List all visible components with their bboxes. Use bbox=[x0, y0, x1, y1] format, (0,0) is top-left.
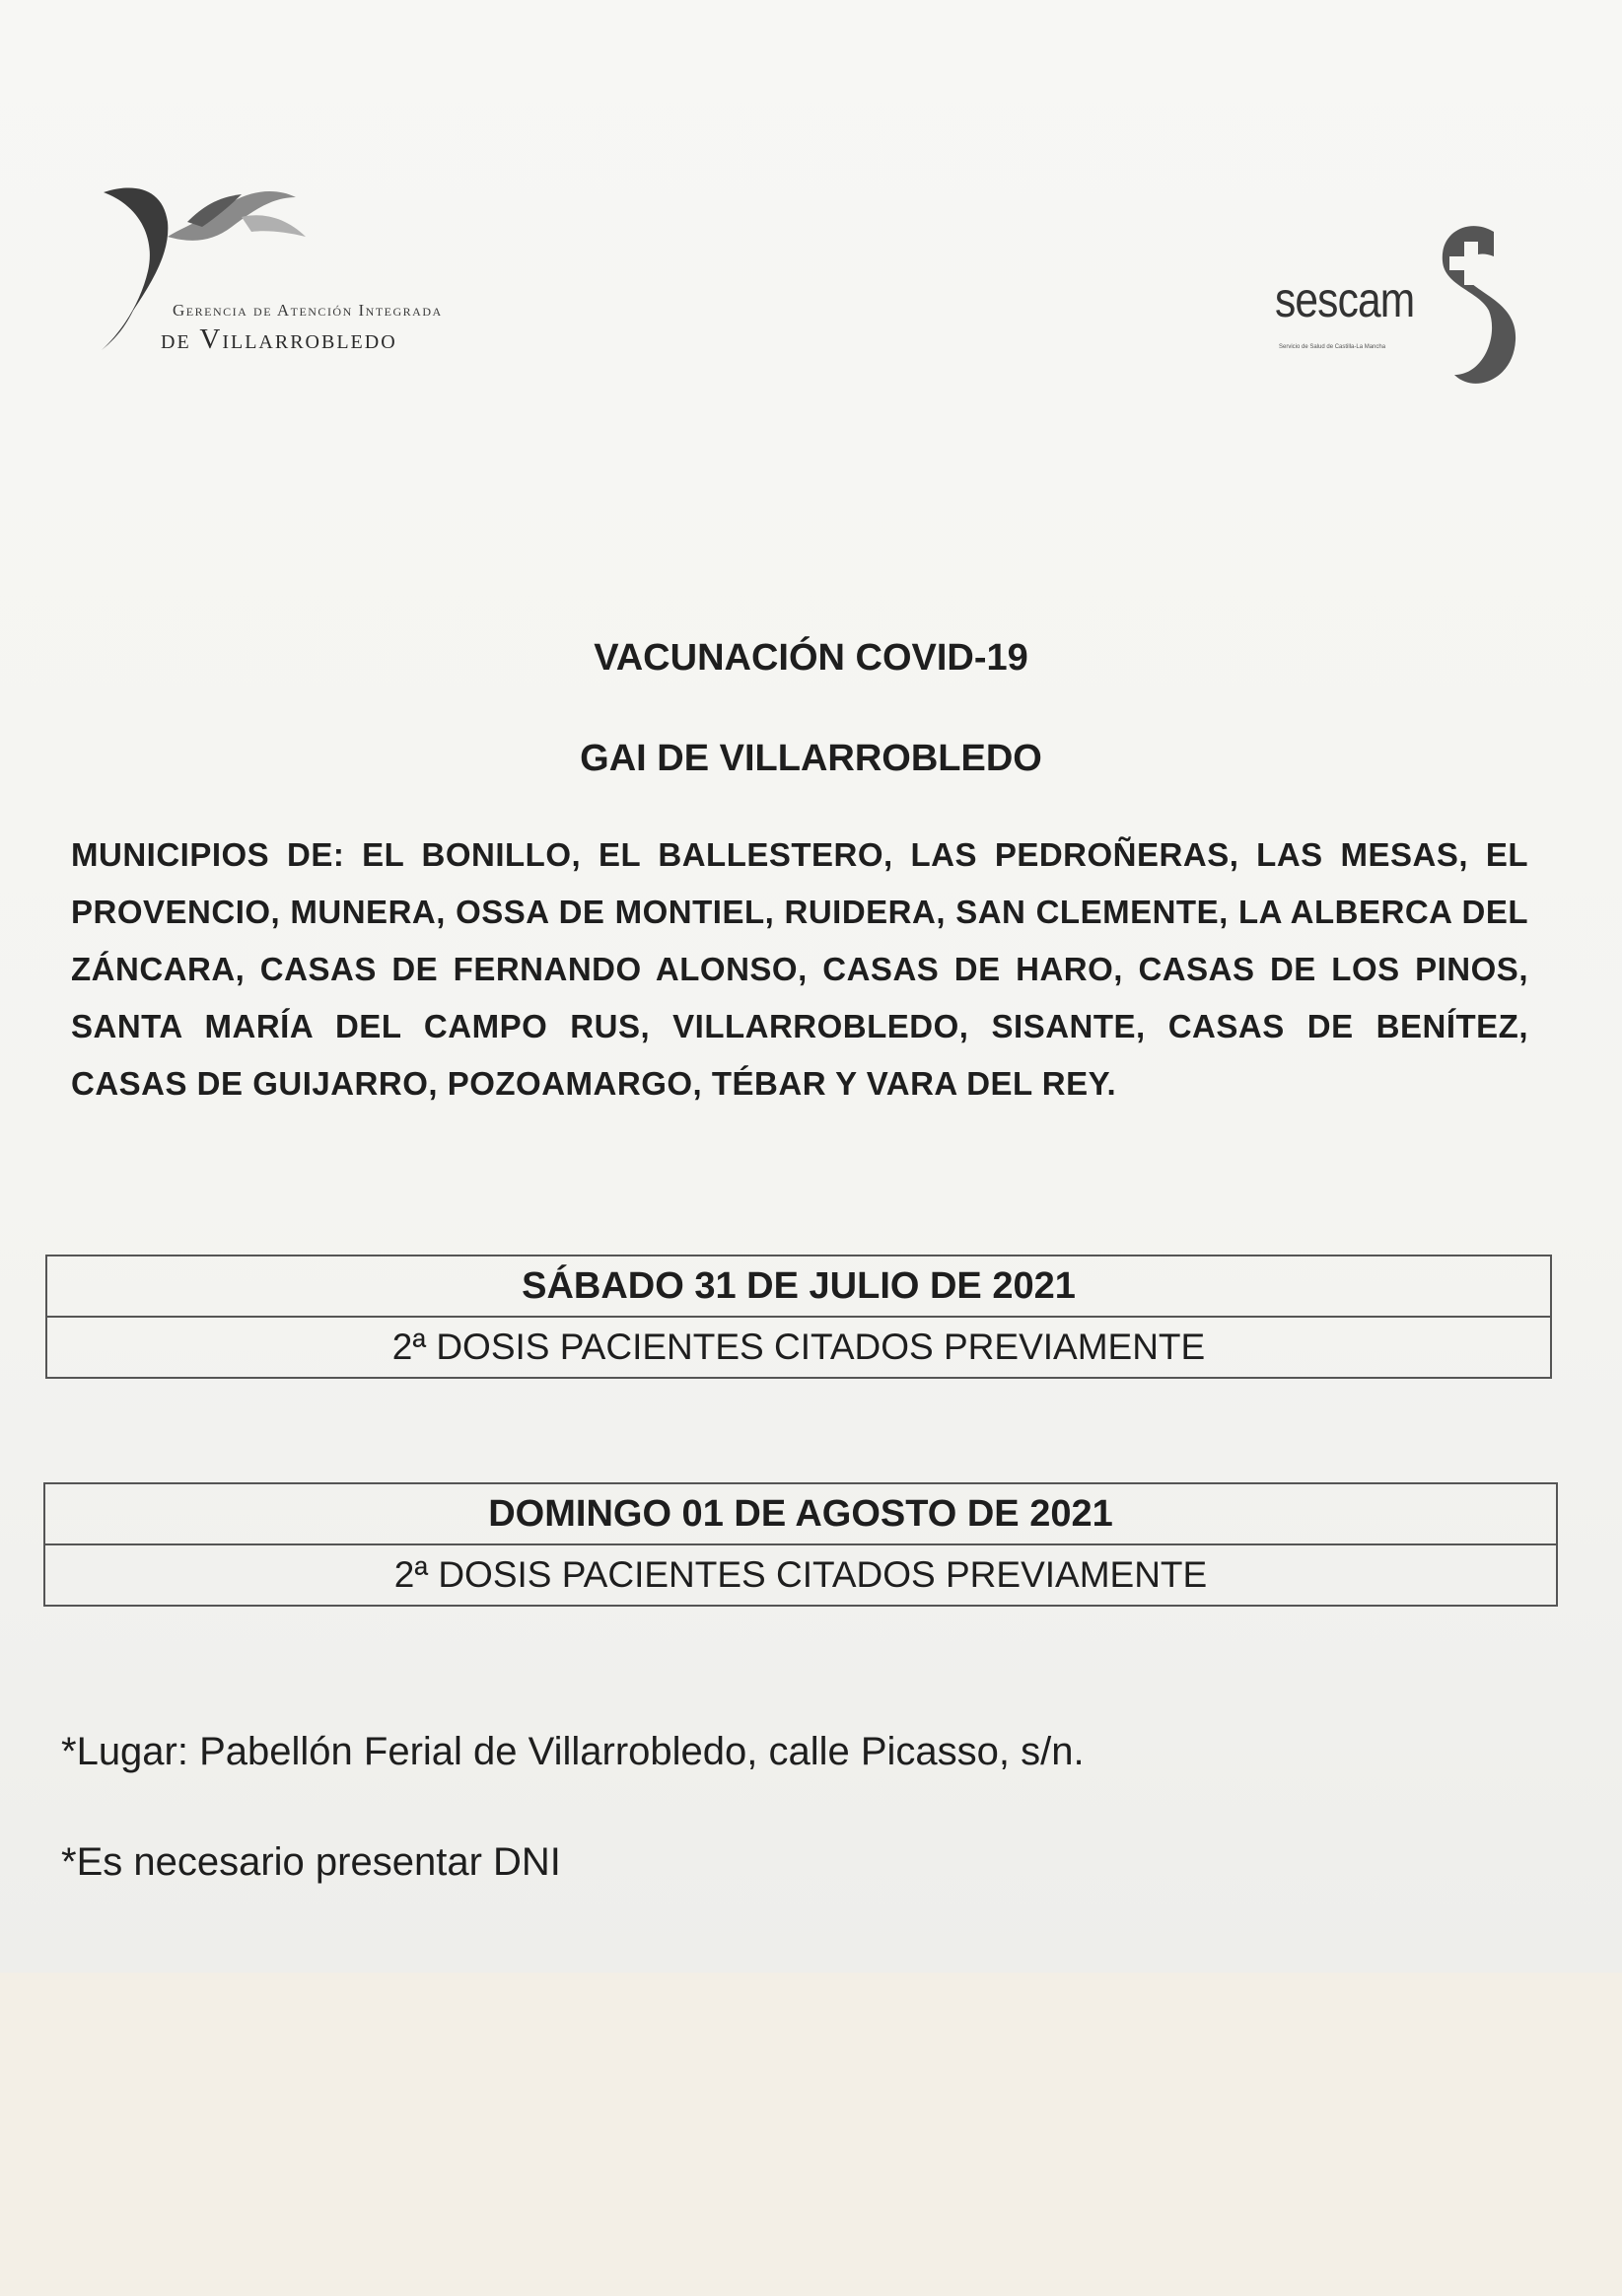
session-box bbox=[43, 1482, 1558, 1607]
gai-logo-line1: Gerencia de Atención Integrada bbox=[173, 301, 443, 320]
session-detail: 2ª DOSIS PACIENTES CITADOS PREVIAMENTE bbox=[391, 1327, 1206, 1367]
session-detail: 2ª DOSIS PACIENTES CITADOS PREVIAMENTE bbox=[393, 1554, 1208, 1595]
municipios-list: MUNICIPIOS DE: EL BONILLO, EL BALLESTERO, LAS PEDROÑERAS, LAS MESAS, EL PROVENCIO, MUNERA, OSSA DE MONTIEL, RUIDERA, SAN CLEMENTE, LA ALBERCA DEL ZÁNCARA, CASAS DE FERNANDO ALONSO, CASAS DE HARO, CASAS DE LOS PINOS, SANTA MARÍA DEL CAMPO RUS, VILLARROBLEDO, SISANTE, CASAS DE BENÍTEZ, CASAS DE GUIJARRO, POZOAMARGO, TÉBAR Y VARA DEL REY. bbox=[71, 836, 1528, 1102]
page-title: VACUNACIÓN COVID-19 bbox=[594, 637, 1028, 679]
page-subtitle: GAI DE VILLARROBLEDO bbox=[580, 738, 1042, 779]
sescam-wordmark: sescam bbox=[1275, 272, 1415, 327]
sescam-s-cross-icon bbox=[1425, 212, 1523, 399]
gai-villarrobledo-logo bbox=[94, 182, 508, 370]
note-lugar: *Lugar: Pabellón Ferial de Villarrobledo, calle Picasso, s/n. bbox=[61, 1730, 1085, 1773]
gai-logo-line2: de Villarrobledo bbox=[161, 323, 397, 355]
session-date: SÁBADO 31 DE JULIO DE 2021 bbox=[47, 1256, 1550, 1318]
sescam-subtitle: Servicio de Salud de Castilla-La Mancha bbox=[1279, 344, 1386, 350]
session-box bbox=[45, 1255, 1552, 1379]
note-dni: *Es necesario presentar DNI bbox=[61, 1840, 561, 1884]
sescam-logo bbox=[1267, 212, 1523, 399]
session-date: DOMINGO 01 DE AGOSTO DE 2021 bbox=[45, 1484, 1556, 1545]
